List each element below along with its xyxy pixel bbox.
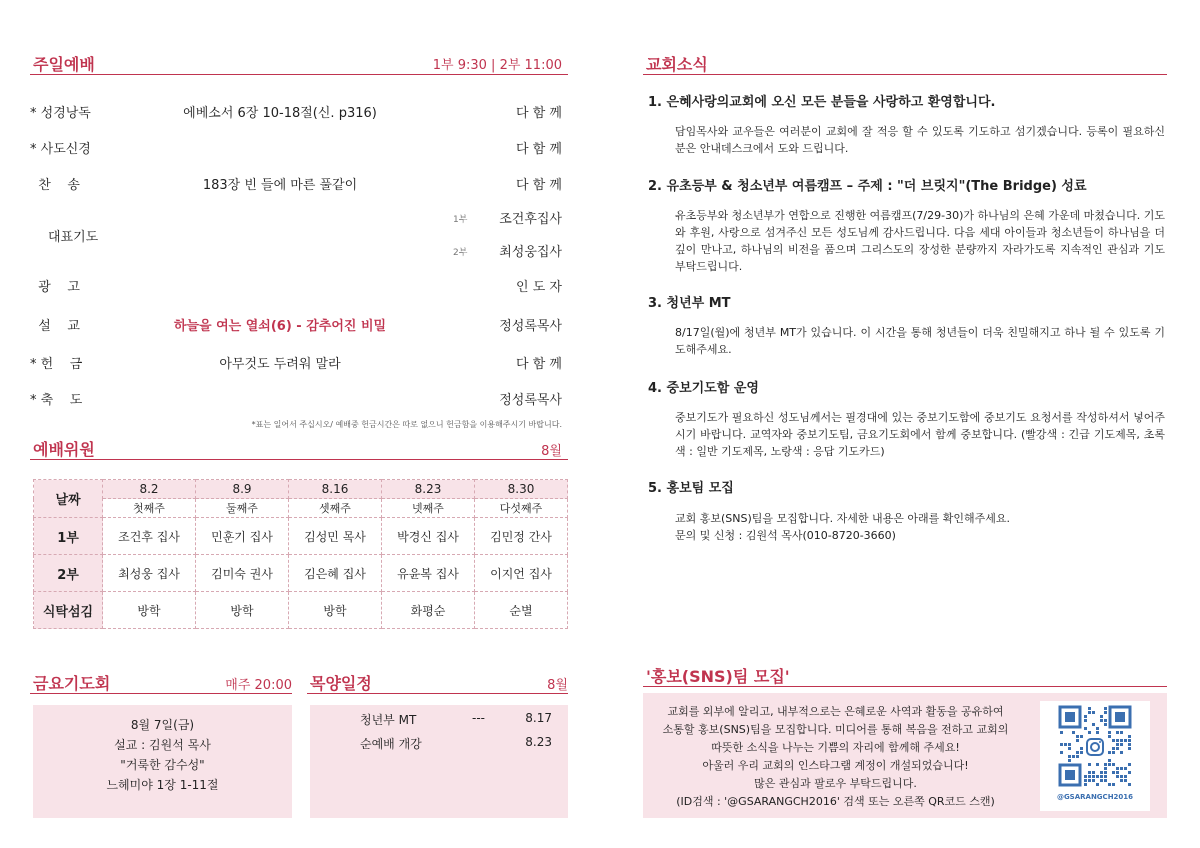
servants-table xyxy=(33,479,568,629)
news-item-title: 5. 홍보팀 모집 xyxy=(648,481,734,496)
week-cell: 셋째주 xyxy=(289,499,382,518)
table-row xyxy=(34,555,568,592)
sns-line: (ID검색 : '@GSARANGCH2016' 검색 또는 오른쪽 QR코드 스캔) xyxy=(676,795,995,808)
sunday-title: 주일예배 xyxy=(33,55,95,74)
friday-line: "거룩한 감수성" xyxy=(120,758,205,772)
news-item-body: 교회 홍보(SNS)팀을 모집합니다. 자세한 내용은 아래를 확인해주세요. 문의 및 신청 : 김원석 목사(010-8720-3660) xyxy=(675,512,1011,542)
friday-box xyxy=(33,705,292,818)
worship-row-content: 183장 빈 들에 마른 풀같이 xyxy=(202,178,358,193)
prayer-2-tag: 2부 xyxy=(453,248,468,258)
schedule-name: 청년부 MT xyxy=(360,713,417,727)
worship-row-person: 다 함 께 xyxy=(516,178,562,193)
friday-line: 설교 : 김원석 목사 xyxy=(114,738,211,752)
date-cell: 8.23 xyxy=(382,480,475,499)
schedule-name: 순예배 개강 xyxy=(360,737,422,751)
sns-line: 많은 관심과 팔로우 부탁드립니다. xyxy=(754,777,917,790)
worship-row xyxy=(30,102,562,124)
news-title: 교회소식 xyxy=(646,55,708,74)
servant-cell: 김미숙 권사 xyxy=(196,555,289,592)
row-label: 1부 xyxy=(34,518,103,555)
date-cell: 8.9 xyxy=(196,480,289,499)
week-cell: 다섯째주 xyxy=(475,499,568,518)
sns-title: '홍보(SNS)팀 모집' xyxy=(646,667,790,686)
sns-box xyxy=(643,693,1167,818)
news-item-body: 유초등부와 청소년부가 연합으로 진행한 여름캠프(7/29-30)가 하나님의 은혜 가운데 마쳤습니다. 기도와 후원, 사랑으로 섬겨주신 모든 성도님께 감사드립니다. 다음 세대 아이들과 청소년들이 하나님을 더 깊이 만나고, 하나님의 비전을 품으며 그리스도의 장성한 분량까지 자라가도록 지속적인 관심과 기도 부탁드립니다. xyxy=(675,209,1166,273)
standing-note: *표는 일어서 주십시오/ 예배중 헌금시간은 따로 없으니 헌금함을 이용해주시기 바랍니다. xyxy=(251,420,562,429)
news-item-body: 중보기도가 필요하신 성도님께서는 필경대에 있는 중보기도함에 중보기도 요청서를 작성하셔서 넣어주시기 바랍니다. 교역자와 중보기도팀, 금요기도회에서 함께 중보합니다. (빨강색 : 긴급 기도제목, 초록색 : 일반 기도제목, 노랑색 : 응답 기도카드) xyxy=(675,411,1165,458)
news-item-body: 담임목사와 교우들은 여러분이 교회에 잘 적응 할 수 있도록 기도하고 섬기겠습니다. 등록이 필요하신 분은 안내데스크에서 도와 드립니다. xyxy=(675,125,1165,155)
date-cell: 8.16 xyxy=(289,480,382,499)
sns-line: 따뜻한 소식을 나누는 기쁨의 자리에 함께해 주세요! xyxy=(711,741,960,754)
worship-row-label: 설 교 xyxy=(30,319,80,334)
table-row xyxy=(34,518,568,555)
prayer-2-person: 최성웅집사 xyxy=(499,245,562,260)
prayer-label: 대표기도 xyxy=(48,230,99,245)
pastoral-box xyxy=(310,705,568,818)
sns-line: 소통할 홍보(SNS)팀을 모집합니다. 미디어를 통해 복음을 전하고 교회의 xyxy=(662,723,1009,736)
news-item-title: 3. 청년부 MT xyxy=(648,296,731,311)
worship-row xyxy=(30,276,562,298)
pastoral-month: 8월 xyxy=(547,678,568,693)
servant-cell: 조건후 집사 xyxy=(103,518,196,555)
worship-row-label: * 성경낭독 xyxy=(30,106,91,121)
servant-cell: 이지언 집사 xyxy=(475,555,568,592)
sunday-times: 1부 9:30 | 2부 11:00 xyxy=(432,58,562,73)
sns-divider xyxy=(643,686,1167,687)
row-label: 식탁섬김 xyxy=(34,592,103,629)
schedule-sep: --- xyxy=(472,711,485,725)
servant-cell: 화평순 xyxy=(382,592,475,629)
news-item-title: 2. 유초등부 & 청소년부 여름캠프 – 주제 : "더 브릿지"(The Bridge) 성료 xyxy=(648,179,1087,194)
news-item-title: 1. 은혜사랑의교회에 오신 모든 분들을 사랑하고 환영합니다. xyxy=(648,95,996,110)
servants-divider xyxy=(30,459,568,460)
qr-caption: @GSARANGCH2016 xyxy=(1056,793,1134,801)
sns-text xyxy=(643,703,1028,811)
date-cell: 8.30 xyxy=(475,480,568,499)
date-cell: 8.2 xyxy=(103,480,196,499)
worship-row xyxy=(30,138,562,160)
sns-line: 아울러 우리 교회의 인스타그램 계정이 개설되었습니다! xyxy=(702,759,969,772)
servant-cell: 김성민 목사 xyxy=(289,518,382,555)
worship-row-person: 다 함 께 xyxy=(516,142,562,157)
servant-cell: 민훈기 집사 xyxy=(196,518,289,555)
servant-cell: 유윤복 집사 xyxy=(382,555,475,592)
week-cell: 넷째주 xyxy=(382,499,475,518)
servant-cell: 순별 xyxy=(475,592,568,629)
servant-cell: 방학 xyxy=(196,592,289,629)
qr-code[interactable] xyxy=(1040,701,1150,811)
servant-cell: 김은혜 집사 xyxy=(289,555,382,592)
worship-row-content: 에베소서 6장 10-18절(신. p316) xyxy=(183,106,377,121)
prayer-1-person: 조건후집사 xyxy=(499,212,562,227)
worship-row-label: * 축 도 xyxy=(30,393,83,408)
friday-time: 매주 20:00 xyxy=(225,678,292,693)
worship-row xyxy=(30,353,562,375)
prayer-1-tag: 1부 xyxy=(453,215,468,225)
week-cell: 둘째주 xyxy=(196,499,289,518)
date-header: 날짜 xyxy=(34,480,103,518)
pastoral-divider xyxy=(307,693,568,694)
week-cell: 첫째주 xyxy=(103,499,196,518)
worship-row xyxy=(30,315,562,337)
servant-cell: 박경신 집사 xyxy=(382,518,475,555)
pastoral-title: 목양일정 xyxy=(310,674,372,693)
worship-row-label: 광 고 xyxy=(30,280,80,295)
schedule-date: 8.23 xyxy=(525,735,552,749)
worship-row-label: 찬 송 xyxy=(30,178,80,193)
friday-line: 8월 7일(금) xyxy=(130,718,195,732)
news-item-body: 8/17일(월)에 청년부 MT가 있습니다. 이 시간을 통해 청년들이 더욱 친밀해지고 하나 될 수 있도록 기도해주세요. xyxy=(675,326,1165,356)
worship-row-label: * 사도신경 xyxy=(30,142,91,157)
news-divider xyxy=(643,74,1167,75)
worship-row-content: 아무것도 두려워 말라 xyxy=(219,357,341,372)
worship-row-person: 다 함 께 xyxy=(516,357,562,372)
worship-row xyxy=(30,174,562,196)
servant-cell: 최성웅 집사 xyxy=(103,555,196,592)
friday-title: 금요기도회 xyxy=(33,674,111,693)
worship-row-content: 하늘을 여는 열쇠(6) - 감추어진 비밀 xyxy=(173,319,387,334)
worship-row-person: 다 함 께 xyxy=(516,106,562,121)
sns-line: 교회를 외부에 알리고, 내부적으로는 은혜로운 사역과 활동을 공유하여 xyxy=(667,705,1004,718)
news-item-title: 4. 중보기도함 운영 xyxy=(648,381,759,396)
friday-line: 느헤미야 1장 1-11절 xyxy=(106,778,219,792)
friday-divider xyxy=(30,693,292,694)
row-label: 2부 xyxy=(34,555,103,592)
servants-month: 8월 xyxy=(541,444,562,459)
table-row xyxy=(34,592,568,629)
servant-cell: 김민정 간사 xyxy=(475,518,568,555)
worship-row xyxy=(30,389,562,411)
worship-row-person: 정성록목사 xyxy=(499,393,562,408)
worship-row-person: 정성록목사 xyxy=(499,319,562,334)
servant-cell: 방학 xyxy=(103,592,196,629)
worship-row-label: * 헌 금 xyxy=(30,357,83,372)
servants-title: 예배위원 xyxy=(33,440,95,459)
worship-row-person: 인 도 자 xyxy=(516,280,562,295)
sunday-divider xyxy=(30,74,568,75)
servant-cell: 방학 xyxy=(289,592,382,629)
schedule-date: 8.17 xyxy=(525,711,552,725)
